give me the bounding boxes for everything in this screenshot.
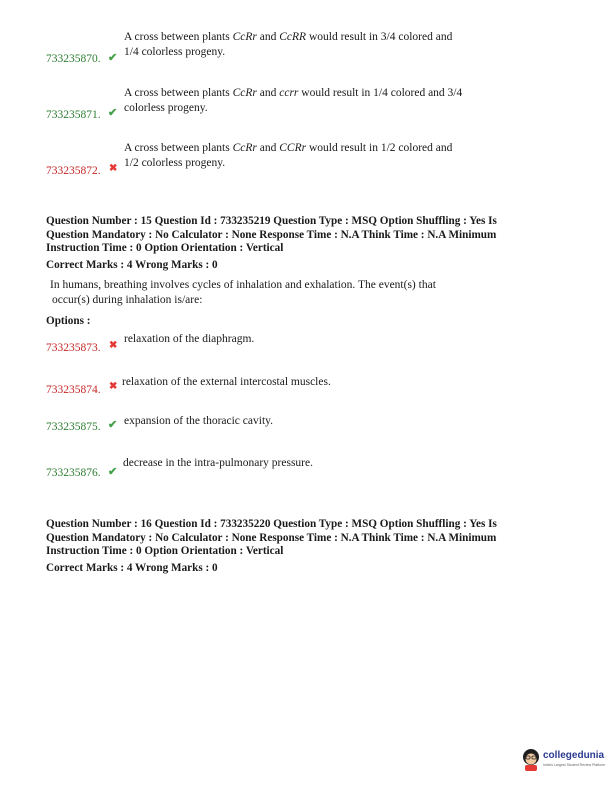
option-text: A cross between plants CcRr and CCRr would result in 1/2 colored and 1/2 colorless progeny. [124,142,453,169]
marks-line: Correct Marks : 4 Wrong Marks : 0 [46,259,218,271]
option-text: A cross between plants CcRr and ccrr would result in 1/4 colored and 3/4 colorless progeny. [124,87,463,114]
check-icon: ✔ [108,465,118,478]
cross-icon: ✖ [109,381,118,392]
option-id: 733235873. [46,342,101,354]
question-header: Question Number : 16 Question Id : 733235220 Question Type : MSQ Option Shuffling : Yes Is Question Mandatory : No Calculator : None Response Time : N.A Think Time : N.A Minimum Instruction Time : 0 Option Orientation : Vertical [46,518,497,558]
option-id: 733235871. [46,109,101,121]
option-text: relaxation of the external intercostal muscles. [122,376,331,388]
option-id: 733235875. [46,421,101,433]
cross-icon: ✖ [109,340,118,351]
option-id: 733235876. [46,467,101,479]
mascot-icon [521,747,541,771]
option-id: 733235874. [46,384,101,396]
check-icon: ✔ [108,418,118,431]
logo-wordmark: collegedunia [543,750,605,761]
option-id: 733235870. [46,53,101,65]
option-id: 733235872. [46,165,101,177]
check-icon: ✔ [108,106,118,119]
question-header: Question Number : 15 Question Id : 733235219 Question Type : MSQ Option Shuffling : Yes Is Question Mandatory : No Calculator : None Response Time : N.A Think Time : N.A Minimum Instruction Time : 0 Option Orientation : Vertical [46,215,497,255]
cross-icon: ✖ [109,163,118,174]
marks-line: Correct Marks : 4 Wrong Marks : 0 [46,562,218,574]
option-text: A cross between plants CcRr and CcRR would result in 3/4 colored and 1/4 colorless progeny. [124,31,453,58]
collegedunia-logo [521,746,609,772]
question-text: In humans, breathing involves cycles of inhalation and exhalation. The event(s) that occur(s) during inhalation is/are: [50,279,436,306]
option-text: relaxation of the diaphragm. [124,333,255,345]
options-label: Options : [46,315,91,327]
check-icon: ✔ [108,51,118,64]
logo-tagline: India's Largest Student Review Platform [543,763,606,767]
option-text: decrease in the intra-pulmonary pressure. [123,457,313,469]
option-text: expansion of the thoracic cavity. [124,415,274,427]
